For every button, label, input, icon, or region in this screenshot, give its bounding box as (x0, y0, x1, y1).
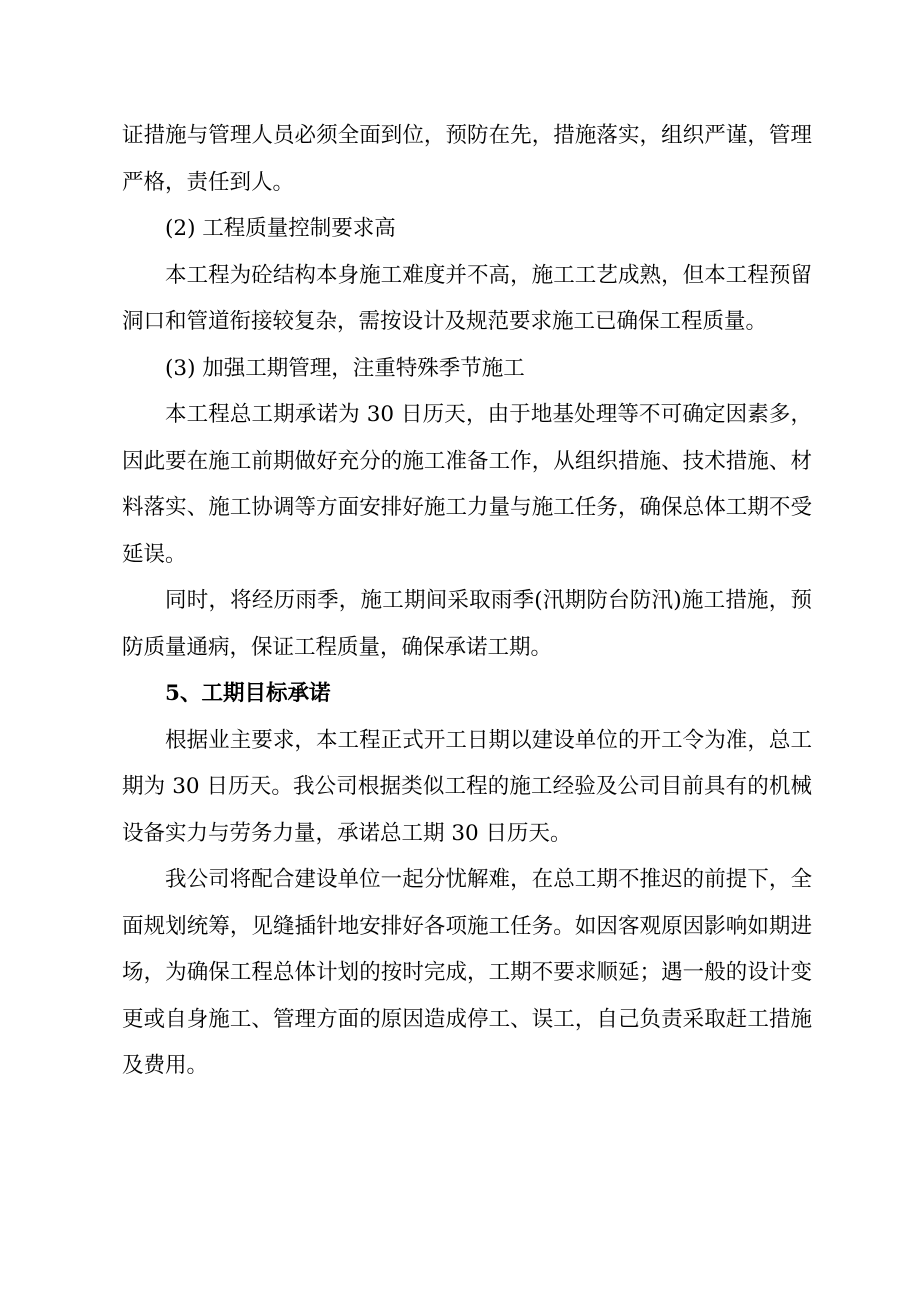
paragraph-rainy-season: 同时，将经历雨季，施工期间采取雨季(汛期防台防汛)施工措施，预防质量通病，保证工程质量，确保承诺工期。 (122, 588, 812, 660)
document-body (122, 113, 812, 1090)
item-heading-schedule-management: (3) 加强工期管理，注重特殊季节施工 (165, 355, 525, 381)
paragraph-cooperation: 我公司将配合建设单位一起分忧解难，在总工期不推迟的前提下，全面规划统筹，见缝插针地安排好各项施工任务。如因客观原因影响如期进场，为确保工程总体计划的按时完成，工期不要求顺延；遇一般的设计变更或自身施工、管理方面的原因造成停工、误工，自己负责采取赶工措施及费用。 (122, 867, 812, 1078)
section-heading-schedule-commitment: 5、工期目标承诺 (165, 681, 331, 706)
item-heading-quality-control: (2) 工程质量控制要求高 (165, 216, 396, 241)
paragraph-schedule: 本工程总工期承诺为 30 日历天，由于地基处理等不可确定因素多，因此要在施工前期做好充分的施工准备工作，从组织措施、技术措施、材料落实、施工协调等方面安排好施工力量与施工任务，确保总体工期不受延误。 (122, 402, 812, 567)
paragraph-continuation: 证措施与管理人员必须全面到位，预防在先，措施落实，组织严谨，管理严格，责任到人。 (122, 123, 812, 195)
paragraph-quality: 本工程为砼结构本身施工难度并不高，施工工艺成熟，但本工程预留洞口和管道衔接较复杂，需按设计及规范要求施工已确保工程质量。 (122, 262, 812, 334)
paragraph-commitment: 根据业主要求，本工程正式开工日期以建设单位的开工令为准，总工期为 30 日历天。我公司根据类似工程的施工经验及公司目前具有的机械设备实力与劳务力量，承诺总工期 30 日历天。 (122, 727, 812, 846)
